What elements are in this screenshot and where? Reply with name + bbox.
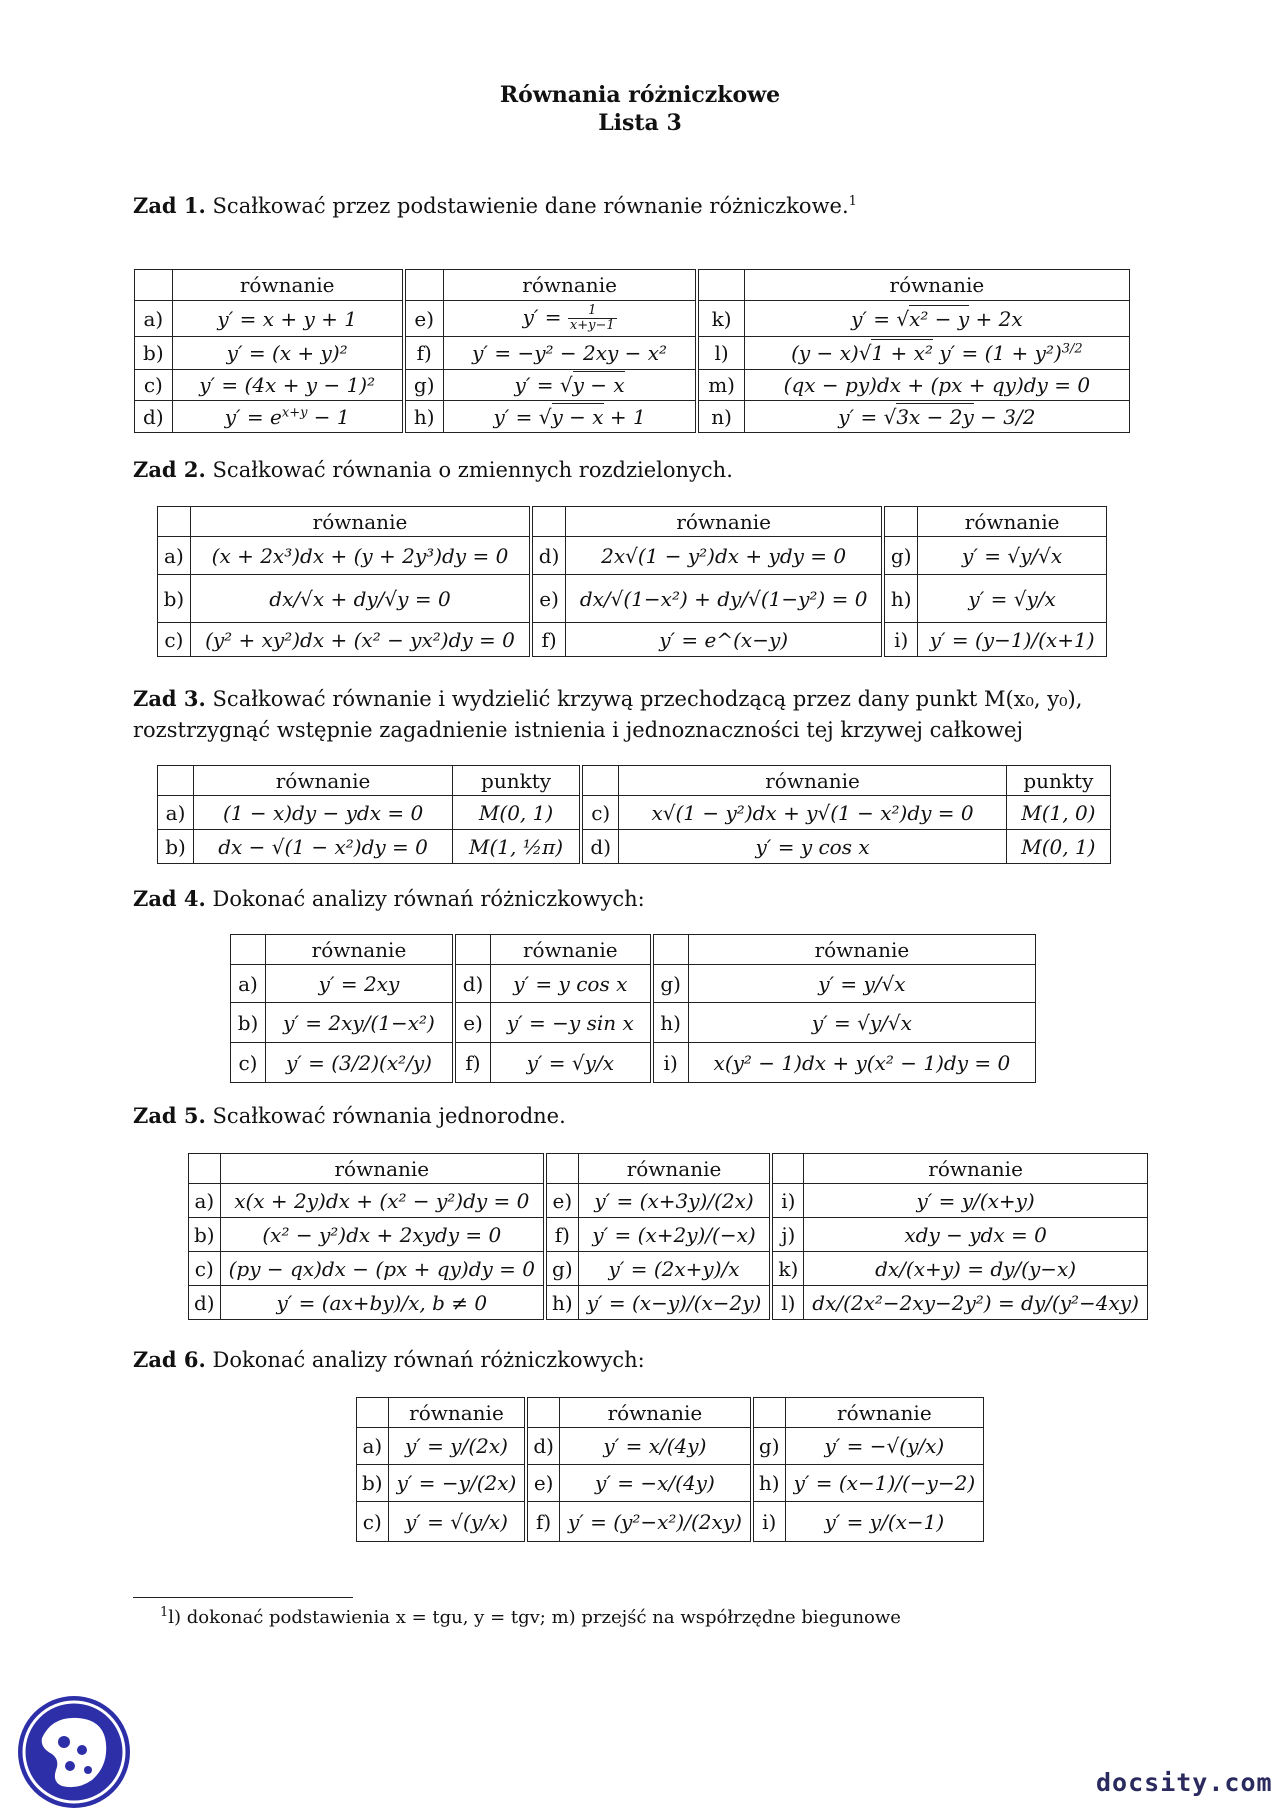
task-number: Zad 4. <box>133 886 206 911</box>
task-text: Scałkować równania o zmiennych rozdzielonych. <box>212 458 733 482</box>
task-6-table: równanie równanie równanie a) y′ = y/(2x) d) y′ = x/(4y) g) y′ = −√(y/x) b) y′ = −y/(2x) e) y′ = −x/(4y) h) y′ = (x−1)/(−y−2) c) y′ = √(y/x) f) y′ = (y²−x²)/(2xy) i) y′ = y/(x−1) <box>356 1397 984 1542</box>
table-row: b) dx/√x + dy/√y = 0 e) dx/√(1−x²) + dy/√(1−y²) = 0 h) y′ = √y/x <box>158 575 1107 623</box>
column-header: równanie <box>443 270 697 301</box>
task-3-heading <box>133 683 1153 746</box>
footnote-text: l) dokonać podstawienia x = tgu, y = tgv; m) przejść na współrzędne biegunowe <box>168 1607 901 1628</box>
table-row: c) y′ = (3/2)(x²/y) f) y′ = √y/x i) x(y² − 1)dx + y(x² − 1)dy = 0 <box>231 1043 1036 1083</box>
table-row: b) y′ = 2xy/(1−x²) e) y′ = −y sin x h) y′ = √y/√x <box>231 1003 1036 1043</box>
table-row: c) y′ = √(y/x) f) y′ = (y²−x²)/(2xy) i) y′ = y/(x−1) <box>357 1502 984 1542</box>
table-row: a) y′ = x + y + 1 e) y′ = $\frac{1}{x+y-1}$ k) y′ = √x² − y + 2x <box>135 301 1130 337</box>
table-row: a) x(x + 2y)dx + (x² − y²)dy = 0 e) y′ = (x+3y)/(2x) i) y′ = y/(x+y) <box>189 1184 1148 1218</box>
table-row: c) y′ = (4x + y − 1)² g) y′ = √y − x m) (qx − py)dx + (px + qy)dy = 0 <box>135 370 1130 401</box>
task-3-table: równanie punkty równanie punkty a) (1 − x)dy − ydx = 0 M(0, 1) c) x√(1 − y²)dx + y√(1 − x²)dy = 0 M(1, 0) b) dx − √(1 − x²)dy = 0 M(1, ½π) d) y′ = y cos x M(0, 1) <box>157 765 1111 864</box>
column-header: równanie <box>744 270 1129 301</box>
task-number: Zad 2. <box>133 457 206 482</box>
task-1-table <box>134 269 1130 433</box>
table-row: b) y′ = −y/(2x) e) y′ = −x/(4y) h) y′ = (x−1)/(−y−2) <box>357 1465 984 1502</box>
task-text: Scałkować równanie i wydzielić krzywą przechodzącą przez dany punkt M(x₀, y₀), <box>212 687 1083 711</box>
table-row: b) y′ = (x + y)² f) y′ = −y² − 2xy − x² l) (y − x)√1 + x² $y' = (1 + y^2)^{3/2}$ <box>135 337 1130 370</box>
task-4-heading <box>133 883 1153 915</box>
document-title: Równania różniczkowe <box>499 82 781 108</box>
footnote-mark: 1 <box>160 1605 169 1620</box>
footnote-mark: 1 <box>848 194 857 209</box>
task-2-heading <box>133 454 1153 486</box>
task-1-heading <box>133 186 1153 222</box>
task-6-heading <box>133 1344 1153 1376</box>
task-4-table: równanie równanie równanie a) y′ = 2xy d) y′ = y cos x g) y′ = y/√x b) y′ = 2xy/(1−x²) e) y′ = −y sin x h) y′ = √y/√x c) y′ = (3/2)(x²/y) f) y′ = √y/x i) x(y² − 1)dx + y(x² − 1)dy = 0 <box>230 934 1036 1083</box>
task-5-heading <box>133 1100 1153 1132</box>
table-row: b) dx − √(1 − x²)dy = 0 M(1, ½π) d) y′ = y cos x M(0, 1) <box>158 830 1111 864</box>
table-row: d) $y' = e^{x+y} - 1$ h) y′ = √y − x + 1 n) y′ = √3x − 2y − 3/2 <box>135 401 1130 433</box>
docsity-watermark: docsity.com <box>1096 1768 1273 1797</box>
table-row: b) (x² − y²)dx + 2xydy = 0 f) y′ = (x+2y)/(−x) j) xdy − ydx = 0 <box>189 1218 1148 1252</box>
table-row: c) (y² + xy²)dx + (x² − yx²)dy = 0 f) y′ = e^(x−y) i) y′ = (y−1)/(x+1) <box>158 623 1107 657</box>
table-row: a) y′ = 2xy d) y′ = y cos x g) y′ = y/√x <box>231 965 1036 1003</box>
table-row: a) (1 − x)dy − ydx = 0 M(0, 1) c) x√(1 − y²)dx + y√(1 − x²)dy = 0 M(1, 0) <box>158 796 1111 830</box>
table-row: a) y′ = y/(2x) d) y′ = x/(4y) g) y′ = −√(y/x) <box>357 1428 984 1465</box>
column-header: równanie <box>172 270 404 301</box>
table-row: a) (x + 2x³)dx + (y + 2y³)dy = 0 d) 2x√(1 − y²)dx + ydy = 0 g) y′ = √y/√x <box>158 537 1107 575</box>
task-text: Dokonać analizy równań różniczkowych: <box>212 887 645 911</box>
task-number: Zad 5. <box>133 1103 206 1128</box>
table-row: c) (py − qx)dx − (px + qy)dy = 0 g) y′ = (2x+y)/x k) dx/(x+y) = dy/(y−x) <box>189 1252 1148 1286</box>
task-text: Scałkować równania jednorodne. <box>212 1104 566 1128</box>
footnote-rule <box>133 1597 353 1598</box>
task-5-table: równanie równanie równanie a) x(x + 2y)dx + (x² − y²)dy = 0 e) y′ = (x+3y)/(2x) i) y′ = y/(x+y) b) (x² − y²)dx + 2xydy = 0 f) y′ = (x+2y)/(−x) j) xdy − ydx = 0 c) (py − qx)dx − (px + qy)dy = 0 g) y′ = (2x+y)/x k) dx/(x+y) = dy/(y−x) d) y′ = (ax+by)/x, b ≠ 0 h) y′ = (x−y)/(x−2y) l) dx/(2x²−2xy−2y²) = dy/(y²−4xy) <box>188 1153 1148 1320</box>
task-number: Zad 1. <box>133 193 206 218</box>
document-subtitle: Lista 3 <box>598 110 682 136</box>
docsity-logo-icon <box>12 1690 132 1810</box>
task-text-cont: rozstrzygnąć wstępnie zagadnienie istnienia i jednoznaczności tej krzywej całkowej <box>133 718 1023 742</box>
table-row: d) y′ = (ax+by)/x, b ≠ 0 h) y′ = (x−y)/(x−2y) l) dx/(2x²−2xy−2y²) = dy/(y²−4xy) <box>189 1286 1148 1320</box>
footnote <box>160 1605 901 1628</box>
task-text: Scałkować przez podstawienie dane równanie różniczkowe. <box>212 194 849 218</box>
task-number: Zad 6. <box>133 1347 206 1372</box>
task-number: Zad 3. <box>133 686 206 711</box>
task-text: Dokonać analizy równań różniczkowych: <box>212 1348 645 1372</box>
task-2-table: równanie równanie równanie a) (x + 2x³)dx + (y + 2y³)dy = 0 d) 2x√(1 − y²)dx + ydy = 0 g) y′ = √y/√x b) dx/√x + dy/√y = 0 e) dx/√(1−x²) + dy/√(1−y²) = 0 h) y′ = √y/x c) (y² + xy²)dx + (x² − yx²)dy = 0 f) y′ = e^(x−y) i) y′ = (y−1)/(x+1) <box>157 506 1107 657</box>
